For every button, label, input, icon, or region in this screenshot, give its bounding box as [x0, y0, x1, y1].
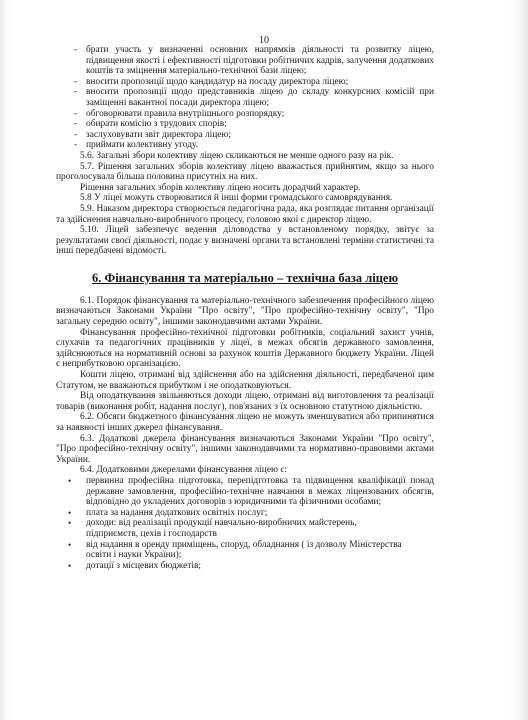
paragraph: Рішення загальних зборів колективу ліцею носить дорадчий характер. [80, 182, 361, 193]
page-number: 10 [259, 35, 269, 46]
paragraph: 5.7. Рішення загальних зборів колективу ліцею вважається прийнятим, якщо за нього проголосувала більша половина присутніх на них. [56, 161, 434, 183]
paragraph: 6.4. Додатковими джерелами фінансування ліцею є: [80, 465, 287, 476]
list-item: • від надання в оренду приміщень, споруд, обладнання ( із дозволу Міністерства [56, 540, 434, 551]
paragraph: 5.10. Ліцей забезпечує ведення діловодства у встановленому порядку, звітує за результатами своєї діяльності, подає у визначені органи та встановлені терміни статистичні та інші передбачені відомості. [56, 225, 434, 257]
list-item: • дотації з місцевих бюджетів; [56, 561, 434, 572]
list-item: - вносити пропозиції щодо кандидатур на посаду директора ліцею; [56, 77, 434, 88]
list-item: - вносити пропозиції щодо представників ліцею до складу конкурсних комісій при заміщенні вакантної посади директора ліцею; [56, 87, 434, 108]
list-item: • доходи: від реалізації продукції навчально-виробничих майстерень, [56, 518, 434, 529]
list-item: - заслуховувати звіт директора ліцею; [56, 130, 434, 141]
list-item: • плата за надання додаткових освітніх послуг; [56, 508, 434, 519]
paragraph: 6.2. Обсяги бюджетного фінансування ліцею не можуть зменшуватися або припинятися за наявності інших джерел фінансування. [56, 412, 434, 433]
paragraph: 6.1. Порядок фінансування та матеріально-технічного забезпечення професійного ліцею визначаються Законами України "Про освіту", "Про професійно-технічну освіту", "Про загальну середню освіту", іншими законодавчими актами України. [56, 295, 434, 328]
paragraph: 5.9. Наказом директора створюється педагогічна рада, яка розглядає питання організації та здійснення навчально-виробничого процесу, головою якої є директор ліцею. [56, 203, 434, 225]
paragraph: 6.3. Додаткові джерела фінансування визначаються Законами України "Про освіту", "Про професійно-технічну освіту", іншими законодавчими та нормативно-правовими актами України. [56, 433, 434, 465]
list-item-continuation: підприємств, цехів і господарств [86, 528, 217, 539]
paragraph: Від оподаткування звільняються доходи ліцею, отримані від виготовлення та реалізації товарів (виконання робіт, надання послуг), пов'язаних з їх основною статутною діяльністю. [56, 391, 434, 412]
paragraph: Кошти ліцею, отримані від здійснення або на здійснення діяльності, передбаченої цим Статутом, не вважаються прибутком і не оподатковуються. [56, 370, 434, 391]
paragraph: 5.6. Загальні збори колективу ліцею скликаються не менше одного разу на рік. [80, 150, 394, 161]
document-body [56, 45, 434, 571]
list-item-continuation: освіти і науки України); [86, 550, 182, 561]
list-item: - приймати колективну угоду. [56, 140, 434, 151]
list-item: - обирати комісію з трудових спорів; [56, 119, 434, 130]
list-item: - брати участь у визначенні основних напрямків діяльності та розвитку ліцею, підвищення якості і ефективності підготовки робітничих кадрів, залучення додаткових коштів та зміцнення матеріально-технічної бази ліцею; [56, 45, 434, 77]
section-heading: 6. Фінансування та матеріально – технічна база ліцею [91, 270, 399, 285]
list-item: - обговорювати правила внутрішнього розпорядку; [56, 109, 434, 120]
paragraph: 5.8 У ліцеї можуть створюватися й інші форми громадського самоврядування. [80, 193, 393, 204]
paragraph: Фінансування професійно-технічної підготовки робітників, соціальний захист учнів, слухачів та педагогічних працівників у ліцеї, в межах обсягів державного замовлення, здійснюються на нормативній основі за рахунок коштів Державного бюджету України. Ліцей є неприбутковою організацією. [56, 327, 434, 370]
list-item: • первинна професійна підготовка, перепідготовка та підвищення кваліфікації понад державне замовлення, професійно-технічне навчання в межах ліцензованих обсягів, відповідно до укладених договорів з юридичними та фізичними особами; [56, 476, 434, 508]
